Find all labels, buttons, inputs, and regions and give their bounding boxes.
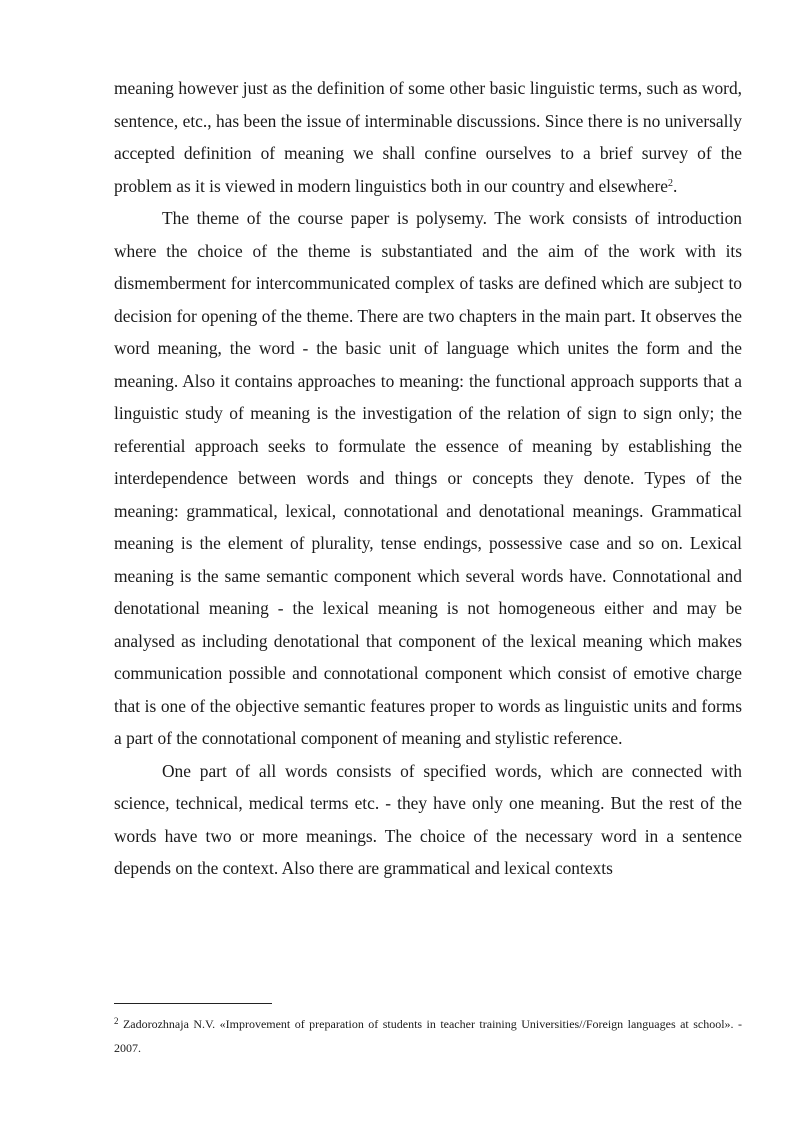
- paragraph-2: The theme of the course paper is polysemy. The work consists of introduction where the choice of the theme is substantiated and the aim of the work with its dismemberment for intercommunicated complex of tasks are defined which are subject to decision for opening of the theme. There are two chapters in the main part. It observes the word meaning, the word - the basic unit of language which unites the form and the meaning. Also it contains approaches to meaning: the functional approach supports that a linguistic study of meaning is the investigation of the relation of sign to sign only; the referential approach seeks to formulate the essence of meaning by establishing the interdependence between words and things or concepts they denote. Types of the meaning: grammatical, lexical, connotational and denotational meanings. Grammatical meaning is the element of plurality, tense endings, possessive case and so on. Lexical meaning is the same semantic component which several words have. Connotational and denotational meaning - the lexical meaning is not homogeneous either and may be analysed as including denotational that component of the lexical meaning which makes communication possible and connotational component which consist of emotive charge that is one of the objective semantic features proper to words as linguistic units and forms a part of the connotational component of meaning and stylistic reference.: [114, 208, 742, 748]
- footnote-text: Zadorozhnaja N.V. «Improvement of preparation of students in teacher training Universities//Foreign languages at school». - 2007.: [114, 1017, 742, 1055]
- page-body: [114, 72, 742, 885]
- footnote-number: 2: [114, 1016, 119, 1026]
- footnote: [114, 1012, 742, 1060]
- footnote-reference[interactable]: 2: [667, 177, 673, 189]
- paragraph-3: One part of all words consists of specified words, which are connected with science, technical, medical terms etc. - they have only one meaning. But the rest of the words have two or more meanings. The choice of the necessary word in a sentence depends on the context. Also there are grammatical and lexical contexts: [114, 760, 742, 878]
- footnote-separator: [114, 1003, 272, 1004]
- paragraph-1: [114, 72, 742, 202]
- paragraph-1-end: .: [672, 175, 678, 196]
- paragraph-1-text: meaning however just as the definition of some other basic linguistic terms, such as word, sentence, etc., has been the issue of interminable discussions. Since there is no universally accepted definition of meaning we shall confine ourselves to a brief survey of the problem as it is viewed in modern linguistics both in our country and elsewhere: [114, 78, 742, 196]
